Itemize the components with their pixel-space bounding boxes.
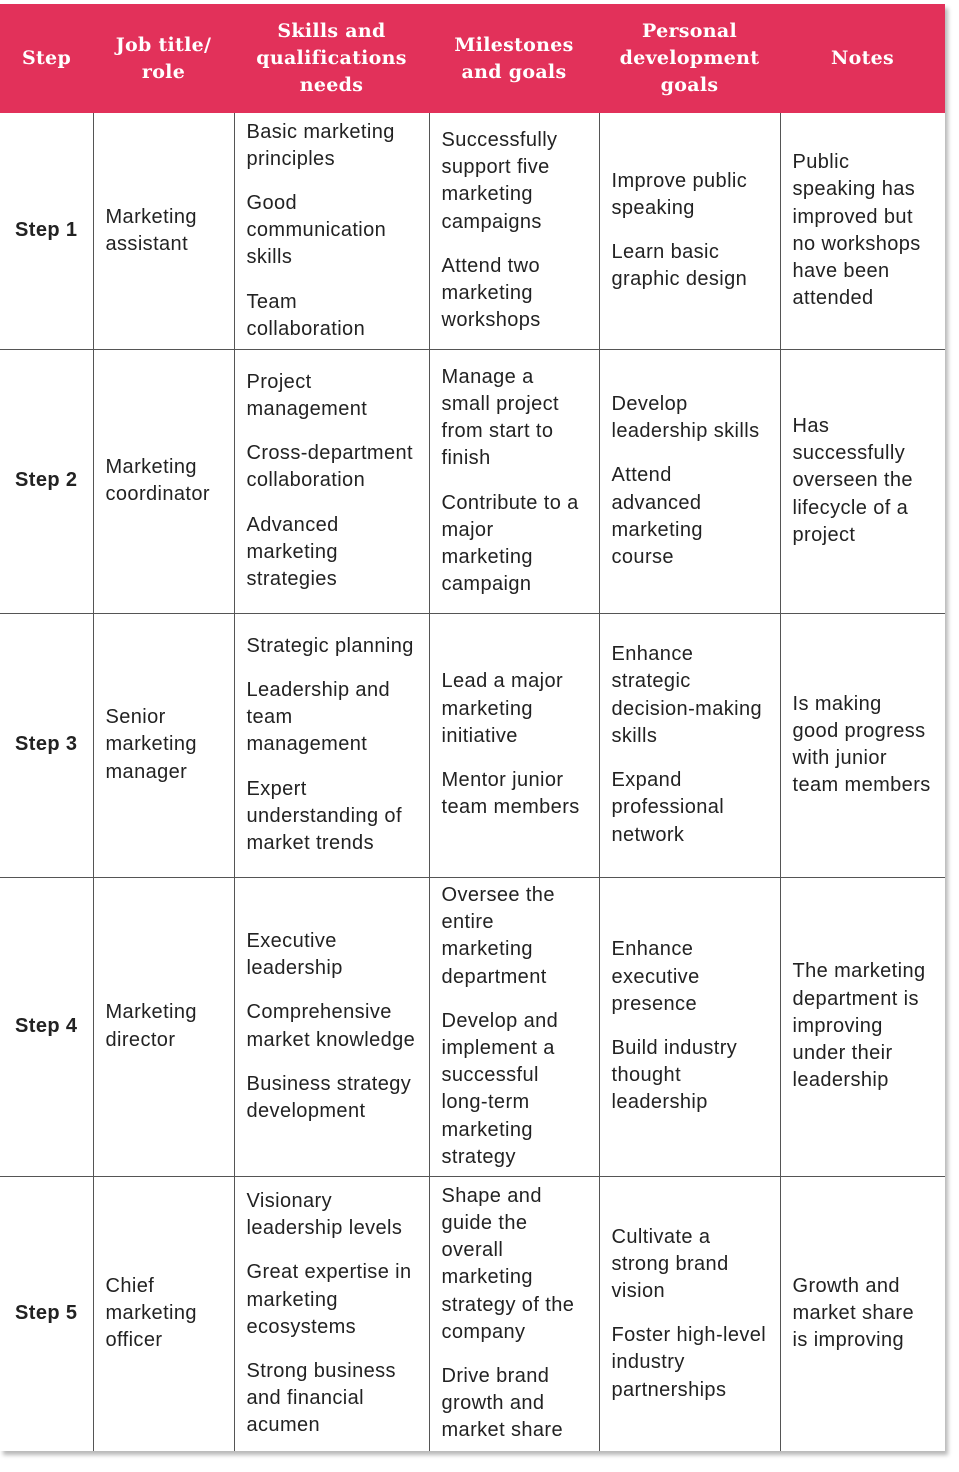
table-row — [0, 113, 945, 349]
step-cell: Step 3 — [0, 613, 93, 877]
personal-goal-item: Build industry thought leadership — [611, 1037, 738, 1114]
skill-item: Project management — [246, 370, 368, 420]
job-title-cell: Senior marketing manager — [93, 613, 234, 877]
skills-cell — [234, 1176, 429, 1451]
milestone-item: Develop and implement a successful long-term marketing strategy — [441, 1009, 559, 1168]
skill-item: Great expertise in marketing ecosystems — [246, 1261, 412, 1338]
personal-goal-item: Enhance executive presence — [611, 938, 700, 1015]
header-notes: Notes — [780, 4, 945, 113]
milestones-cell — [429, 613, 599, 877]
job-title-cell: Marketing assistant — [93, 113, 234, 349]
career-progression-table — [0, 4, 945, 1451]
personal-goal-item: Develop leadership skills — [611, 392, 760, 443]
skill-item: Visionary leadership levels — [246, 1189, 403, 1240]
career-progression-table-container — [0, 4, 945, 1451]
skills-cell — [234, 113, 429, 349]
personal-goal-item: Foster high-level industry partnerships — [611, 1324, 767, 1401]
personal-goal-item: Cultivate a strong brand vision — [611, 1225, 729, 1303]
table-row — [0, 877, 945, 1176]
notes-cell: Has successfully overseen the lifecycle of a project — [780, 349, 945, 613]
step-cell: Step 1 — [0, 113, 93, 349]
skills-cell — [234, 349, 429, 613]
header-step: Step — [0, 4, 93, 113]
personal-goal-item: Learn basic graphic design — [611, 241, 748, 291]
header-job-title: Job title/ role — [93, 4, 234, 113]
personal-development-cell — [599, 877, 780, 1176]
skill-item: Team collaboration — [246, 290, 366, 340]
milestone-item: Drive brand growth and market share — [441, 1365, 564, 1442]
step-cell: Step 4 — [0, 877, 93, 1176]
milestones-cell — [429, 349, 599, 613]
milestone-item: Lead a major marketing initiative — [441, 670, 564, 747]
personal-development-cell — [599, 613, 780, 877]
personal-development-cell — [599, 113, 780, 349]
skills-cell — [234, 877, 429, 1176]
table-header — [0, 4, 945, 113]
personal-goal-item: Attend advanced marketing course — [611, 464, 703, 568]
personal-goal-item: Expand professional network — [611, 769, 725, 846]
job-title-cell: Marketing director — [93, 877, 234, 1176]
skills-cell — [234, 613, 429, 877]
table-row — [0, 349, 945, 613]
milestones-cell — [429, 1176, 599, 1451]
skill-item: Advanced marketing strategies — [246, 513, 339, 590]
notes-cell: Public speaking has improved but no workshops have been attended — [780, 113, 945, 349]
milestones-cell — [429, 113, 599, 349]
skill-item: Strong business and financial acumen — [246, 1359, 396, 1437]
notes-cell: Growth and market share is improving — [780, 1176, 945, 1451]
skill-item: Leadership and team management — [246, 678, 390, 756]
skill-item: Executive leadership — [246, 929, 343, 980]
header-personal-development: Personal development goals — [599, 4, 780, 113]
milestone-item: Contribute to a major marketing campaign — [441, 491, 579, 596]
milestone-item: Successfully support five marketing campaigns — [441, 129, 558, 233]
job-title-cell: Chief marketing officer — [93, 1176, 234, 1451]
table-row — [0, 1176, 945, 1451]
step-cell: Step 2 — [0, 349, 93, 613]
milestone-item: Oversee the entire marketing department — [441, 883, 555, 988]
skill-item: Good communication skills — [246, 191, 387, 269]
notes-cell: Is making good progress with junior team members — [780, 613, 945, 877]
header-milestones: Milestones and goals — [429, 4, 599, 113]
skill-item: Business strategy development — [246, 1072, 412, 1122]
milestones-cell — [429, 877, 599, 1176]
milestone-item: Attend two marketing workshops — [441, 254, 541, 332]
milestone-item: Mentor junior team members — [441, 769, 580, 819]
header-row — [0, 4, 945, 113]
header-skills: Skills and qualifications needs — [234, 4, 429, 113]
table-row — [0, 613, 945, 877]
skill-item: Comprehensive market knowledge — [246, 1001, 416, 1051]
job-title-cell: Marketing coordinator — [93, 349, 234, 613]
milestone-item: Shape and guide the overall marketing strategy of the company — [441, 1184, 575, 1343]
table-body — [0, 113, 945, 1451]
step-cell: Step 5 — [0, 1176, 93, 1451]
skill-item: Expert understanding of market trends — [246, 777, 402, 854]
personal-development-cell — [599, 1176, 780, 1451]
skill-item: Strategic planning — [246, 634, 414, 657]
milestone-item: Manage a small project from start to finish — [441, 365, 559, 470]
personal-goal-item: Improve public speaking — [611, 169, 748, 220]
personal-development-cell — [599, 349, 780, 613]
skill-item: Basic marketing principles — [246, 120, 395, 170]
notes-cell: The marketing department is improving under their leadership — [780, 877, 945, 1176]
skill-item: Cross-department collaboration — [246, 442, 413, 492]
personal-goal-item: Enhance strategic decision-making skills — [611, 643, 763, 747]
